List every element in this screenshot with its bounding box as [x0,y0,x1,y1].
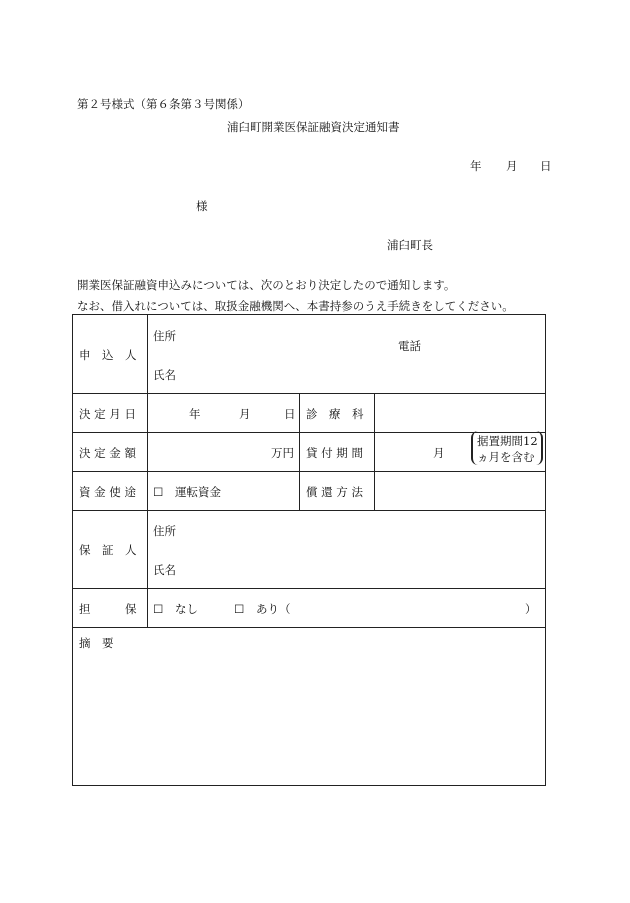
checkbox-icon: ☐ [234,602,245,616]
collateral-exists-option [234,601,290,617]
amount-label: 決 定 金 額 [79,446,136,460]
collateral-label: 担 保 [79,602,137,616]
loan-period-unit: 月 [433,446,445,460]
decision-date-year: 年 [189,407,201,421]
table-rule [374,393,375,510]
guarantor-name-label: 氏名 [153,563,176,577]
table-rule [147,315,148,627]
repayment-label: 償 還 方 法 [306,485,363,499]
loan-period-label: 貸 付 期 間 [306,446,363,460]
decision-table [72,314,546,786]
addressee-suffix: 様 [196,199,208,213]
remarks-label: 摘 要 [79,636,114,650]
purpose-option-label: 運転資金 [174,485,221,499]
guarantor-label: 保 証 人 [79,543,137,557]
table-rule [73,471,545,472]
amount-unit: 万円 [271,446,294,460]
checkbox-icon: ☐ [153,485,164,499]
checkbox-icon: ☐ [153,602,164,616]
grace-period-note-line-2: ヵ月を含む [477,450,535,464]
purpose-option [153,484,221,500]
table-rule [73,393,545,394]
collateral-exists-label: あり（ [255,602,291,616]
date-day-label: 日 [540,159,552,173]
decision-date-day: 日 [284,407,296,421]
grace-period-note [471,431,543,465]
decision-date-label: 決 定 月 日 [79,407,136,421]
applicant-name-label: 氏名 [153,368,176,382]
document-title: 浦臼町開業医保証融資決定通知書 [227,120,400,134]
date-month-label: 月 [506,159,518,173]
form-number: 第２号様式（第６条第３号関係） [77,97,250,111]
collateral-none-option [153,601,198,617]
grace-period-note-line-1: 据置期間12 [477,434,538,448]
body-text-line-1: 開業医保証融資申込みについては、次のとおり決定したので通知します。 [77,278,456,292]
collateral-close-paren: ） [525,602,537,616]
table-rule [73,588,545,589]
table-rule [73,510,545,511]
issuer-name: 浦臼町長 [387,238,433,252]
table-rule [299,393,300,510]
decision-date-month: 月 [239,407,251,421]
guarantor-address-label: 住所 [153,524,176,538]
date-year-label: 年 [470,159,482,173]
purpose-label: 資 金 使 途 [79,485,136,499]
applicant-label: 申 込 人 [79,348,137,362]
department-label: 診 療 科 [306,407,364,421]
table-rule [73,627,545,628]
applicant-address-label: 住所 [153,329,176,343]
collateral-none-label: なし [174,602,198,616]
applicant-phone-label: 電話 [398,339,421,353]
body-text-line-2: なお、借入れについては、取扱金融機関へ、本書持参のうえ手続きをしてください。 [77,299,514,313]
